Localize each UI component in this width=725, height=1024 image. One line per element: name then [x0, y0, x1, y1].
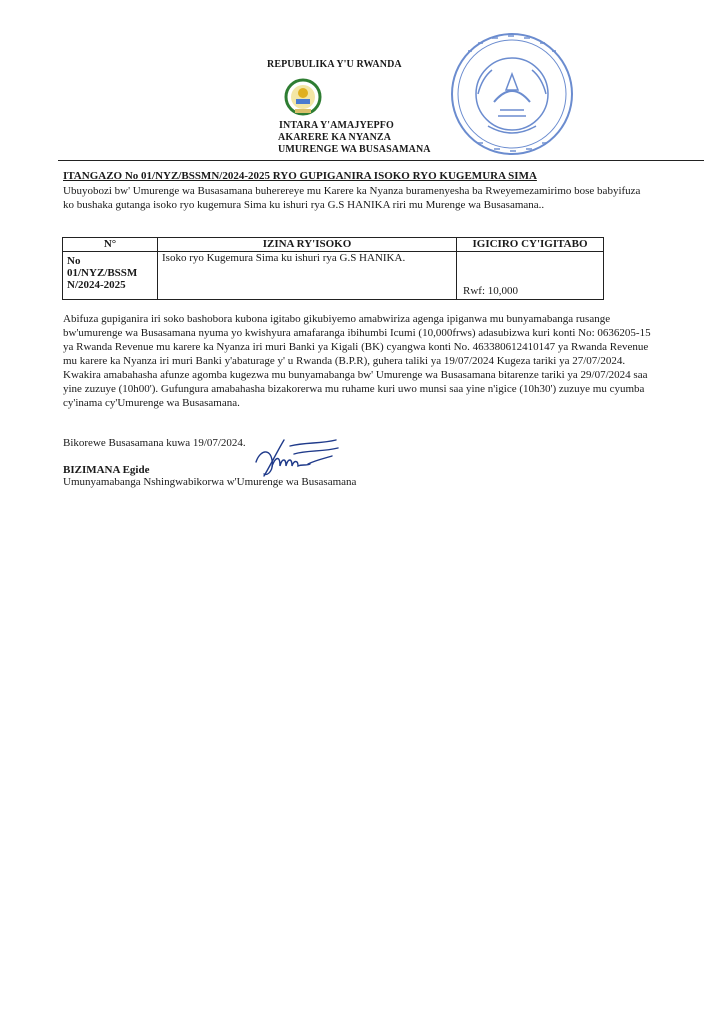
tender-price-cell: [457, 252, 604, 300]
header-province: INTARA Y'AMAJYEPFO: [279, 120, 394, 131]
table-row: [63, 252, 604, 300]
header-republic: REPUBULIKA Y'U RWANDA: [267, 59, 402, 70]
tender-number: No 01/NYZ/BSSM N/2024-2025: [63, 252, 158, 300]
notice-intro: Ubuyobozi bw' Umurenge wa Busasamana buherereye mu Karere ka Nyanza buramenyesha ba Rweyemezamirimo bose babyifuza ko bushaka gutanga isoko ryo kugemura Sima ku ishuri rya G.S HANIKA riri mu Murenge wa Busasamana..: [63, 185, 641, 211]
notice-body: Abifuza gupiganira iri soko bashobora kubona igitabo gikubiyemo amabwiriza agenga ipiganwa mu bunyamabanga rusange bw'umurenge wa Busasamana nyuma yo kwishyura amafaranga ibihumbi Icumi (10,000frws) adasubizwa kuri konti No: 0636205-15 ya Rwanda Revenue mu karere ka Nyanza iri muri Banki ya Kigali (BK) cyangwa konti No. 463380612410147 ya Rwanda Revenue mu karere ka Nyanza iri muri Banki y'abaturage y' u Rwanda (B.P.R), guhera taliki ya 19/07/2024 Kugeza tariki ya 27/07/2024. Kwakira amabahasha afunze agomba kugezwa mu bunyamabanga bw' Umurenge wa Busasamana bitarenze tariki ya 29/07/2024 saa yine zuzuye (10h00'). Gufungura amabahasha bizakorerwa mu ruhame kuri uwo munsi saa yine n'igice (10h30') zuzuye mu cyumba cy'inama cy'Umurenge wa Busasamana.: [63, 313, 651, 409]
rwanda-coat-of-arms-icon: [283, 77, 323, 117]
tender-price: Rwf: 10,000: [463, 285, 518, 297]
signer-name: BIZIMANA Egide: [63, 464, 150, 476]
table-header-row: [63, 238, 604, 252]
tender-name: Isoko ryo Kugemura Sima ku ishuri rya G.S HANIKA.: [158, 252, 457, 300]
header-sector: UMURENGE WA BUSASAMANA: [278, 144, 431, 155]
tender-table: [62, 237, 604, 300]
header-district: AKARERE KA NYANZA: [278, 132, 392, 143]
official-stamp-icon: [448, 30, 576, 158]
col-header-number: N°: [63, 238, 158, 252]
signer-title: Umunyamabanga Nshingwabikorwa w'Umurenge wa Busasamana: [63, 476, 357, 488]
header-divider: [58, 160, 704, 161]
done-at: Bikorewe Busasamana kuwa 19/07/2024.: [63, 437, 246, 449]
col-header-name: IZINA RY'ISOKO: [158, 238, 457, 252]
col-header-price: IGICIRO CY'IGITABO: [457, 238, 604, 252]
notice-title: ITANGAZO No 01/NYZ/BSSMN/2024-2025 RYO GUPIGANIRA ISOKO RYO KUGEMURA SIMA: [63, 170, 537, 182]
